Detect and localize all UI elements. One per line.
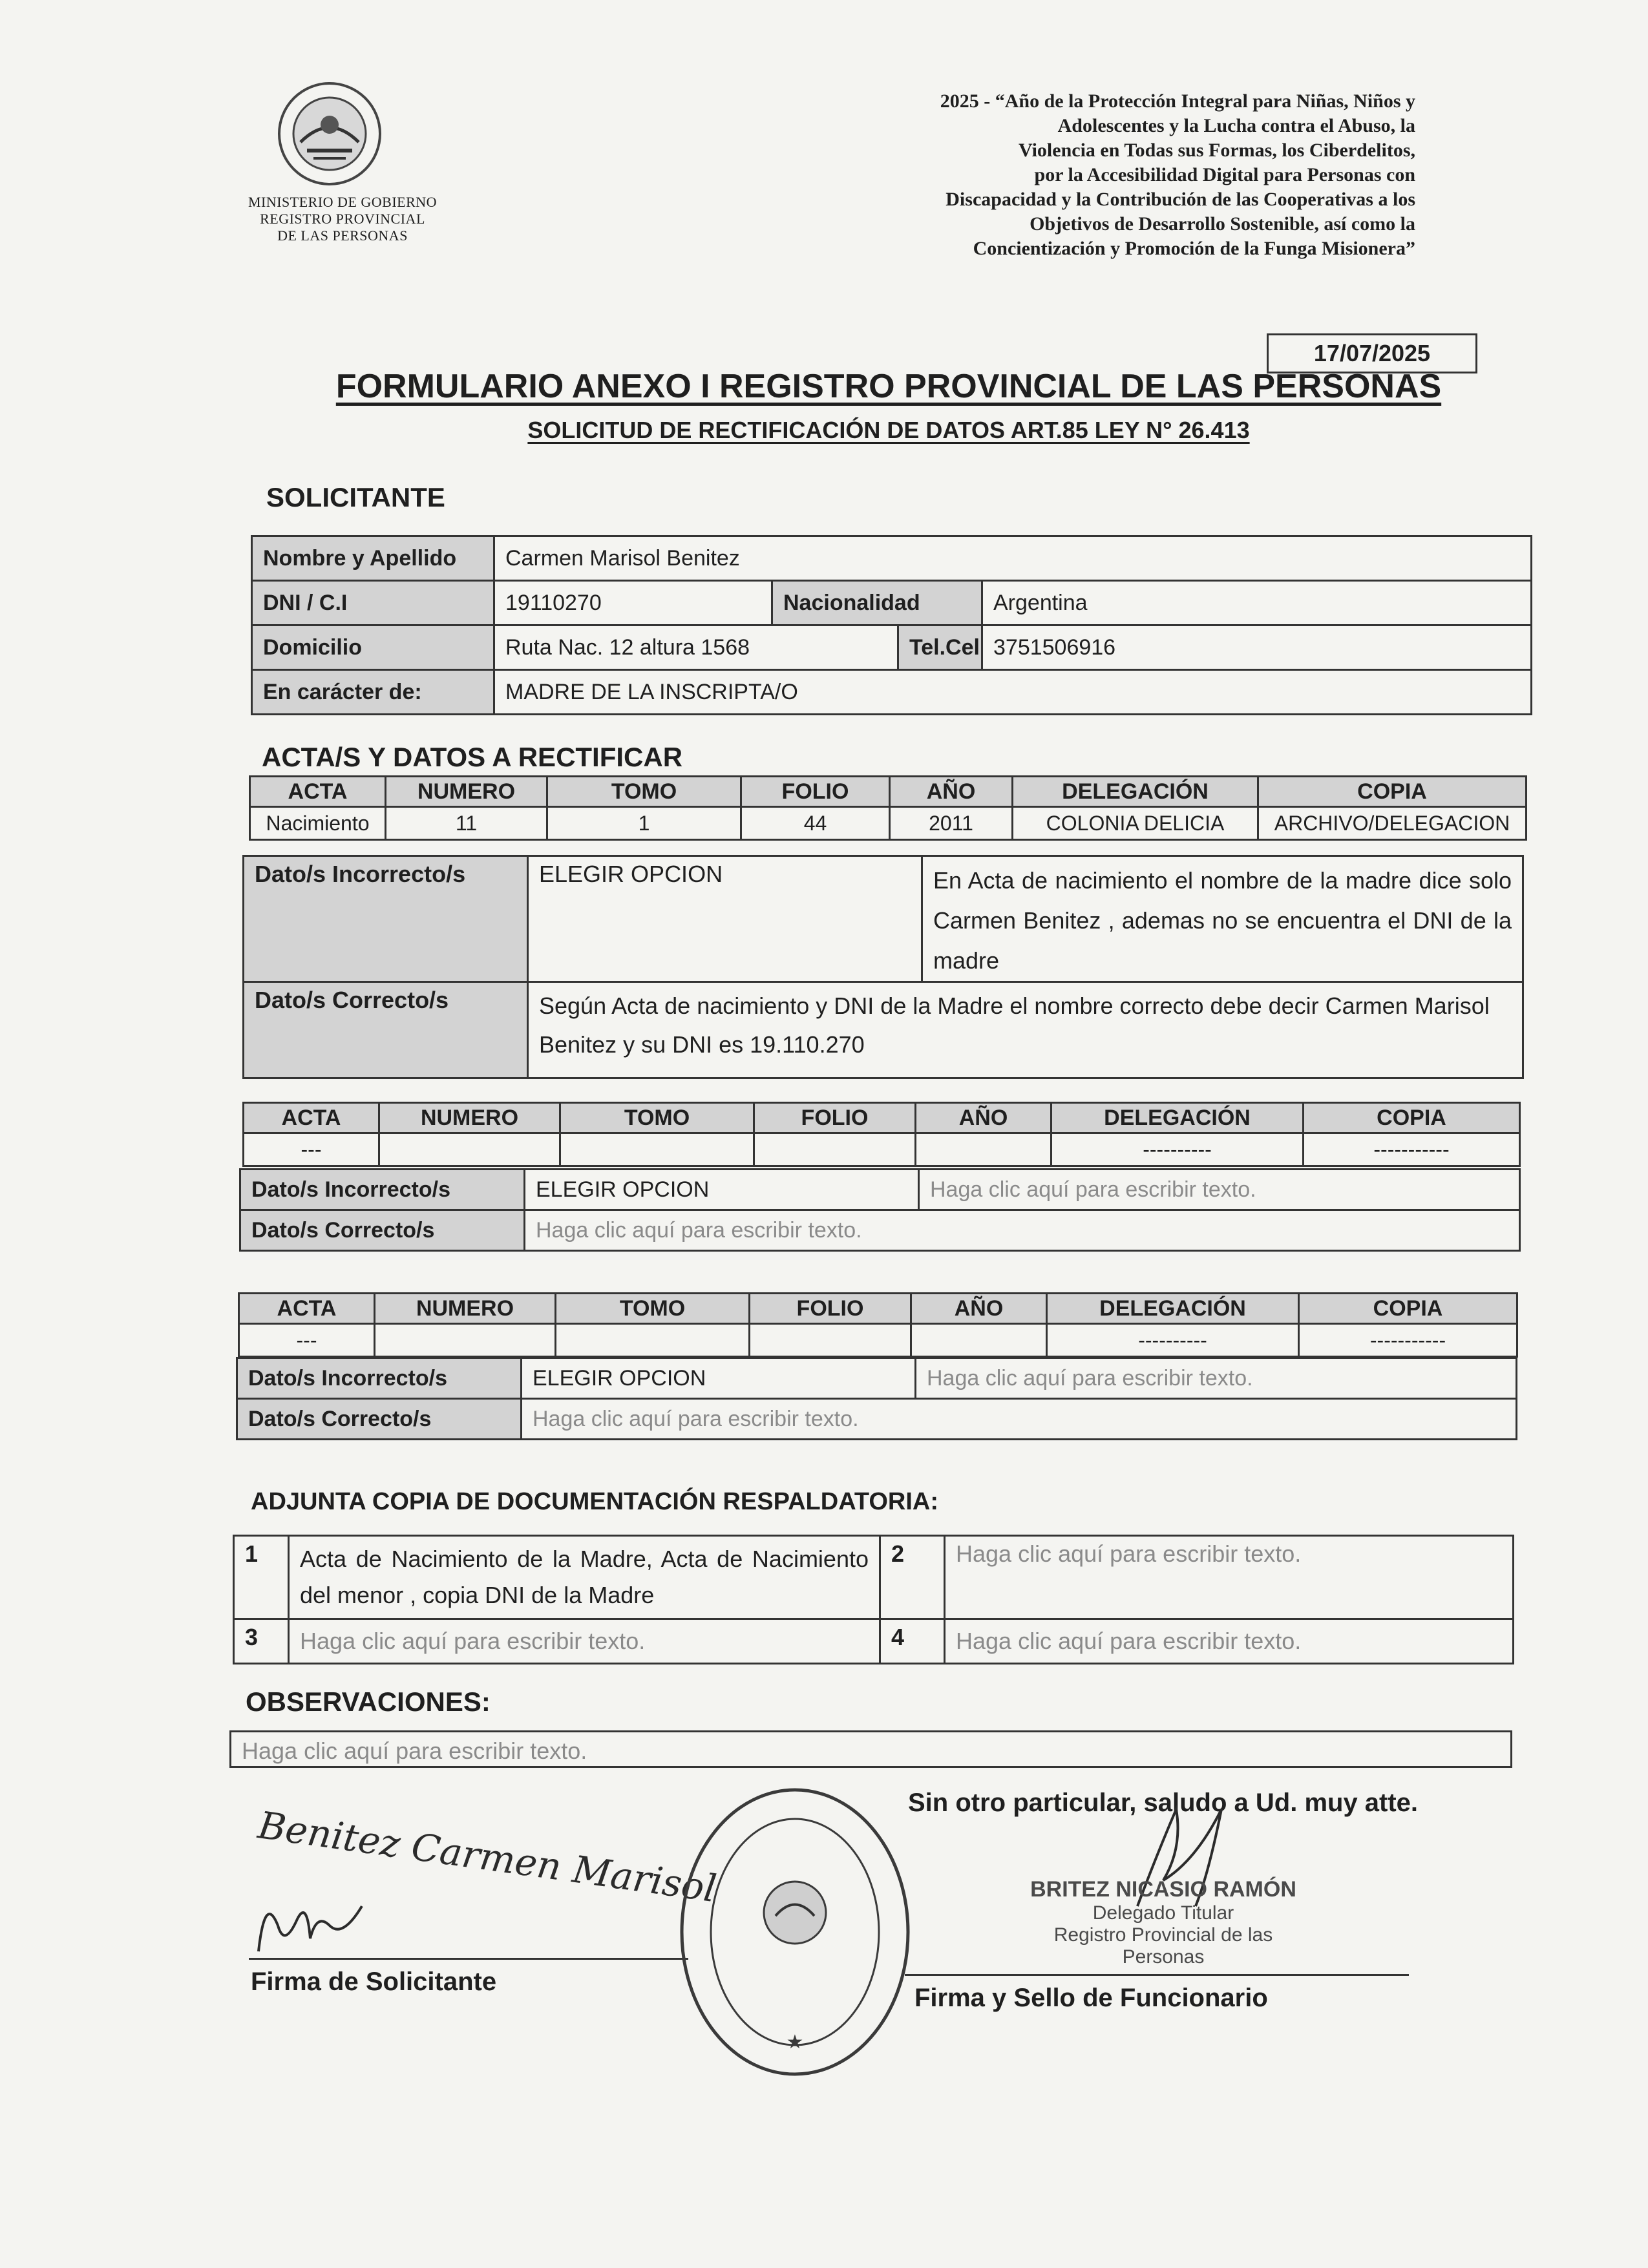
section-title-solicitante: SOLICITANTE bbox=[266, 482, 445, 512]
motto-line: 2025 - “Año de la Protección Integral para Niñas, Niños y bbox=[940, 90, 1415, 112]
dni-field[interactable]: 19110270 bbox=[494, 581, 772, 625]
header-delegacion: DELEGACIÓN bbox=[1051, 1103, 1304, 1133]
domicilio-label: Domicilio bbox=[252, 625, 494, 670]
datos-table-2 bbox=[239, 1168, 1521, 1252]
year-motto bbox=[743, 89, 1415, 261]
dato-correcto-label: Dato/s Correcto/s bbox=[244, 982, 528, 1078]
delegacion-field[interactable]: ---------- bbox=[1051, 1133, 1304, 1166]
correcto-text-field[interactable]: Haga clic aquí para escribir texto. bbox=[522, 1399, 1517, 1440]
official-registry: Registro Provincial de las bbox=[1053, 1924, 1273, 1946]
acta-table-3 bbox=[238, 1292, 1518, 1358]
numero-field[interactable]: 11 bbox=[386, 807, 547, 840]
delegacion-field[interactable]: ---------- bbox=[1047, 1324, 1299, 1357]
caracter-field[interactable]: MADRE DE LA INSCRIPTA/O bbox=[494, 670, 1532, 715]
copia-field[interactable]: ----------- bbox=[1304, 1133, 1520, 1166]
delegation-stamp bbox=[672, 1783, 918, 2081]
official-name: BRITEZ NICASIO RAMÓN bbox=[1030, 1877, 1296, 1902]
header-copia: COPIA bbox=[1304, 1103, 1520, 1133]
correcto-text-field[interactable]: Haga clic aquí para escribir texto. bbox=[525, 1210, 1520, 1251]
header-tomo: TOMO bbox=[556, 1294, 750, 1324]
header-copia: COPIA bbox=[1258, 777, 1527, 807]
observaciones-field[interactable]: Haga clic aquí para escribir texto. bbox=[229, 1730, 1512, 1768]
dato-incorrecto-label: Dato/s Incorrecto/s bbox=[240, 1170, 525, 1210]
motto-line: Objetivos de Desarrollo Sostenible, así como la bbox=[1030, 213, 1415, 235]
header-folio: FOLIO bbox=[754, 1103, 916, 1133]
domicilio-field[interactable]: Ruta Nac. 12 altura 1568 bbox=[494, 625, 898, 670]
ministry-heading bbox=[220, 194, 465, 244]
adjunta-item-number: 3 bbox=[234, 1619, 289, 1664]
closing-text: Sin otro particular, saludo a Ud. muy atte. bbox=[908, 1789, 1419, 1817]
folio-field[interactable] bbox=[750, 1324, 911, 1357]
acta-type-field[interactable]: Nacimiento bbox=[250, 807, 386, 840]
section-title-adjunta: ADJUNTA COPIA DE DOCUMENTACIÓN RESPALDATORIA: bbox=[251, 1488, 938, 1515]
header-numero: NUMERO bbox=[375, 1294, 556, 1324]
province-seal-logo bbox=[275, 74, 385, 194]
numero-field[interactable] bbox=[375, 1324, 556, 1357]
header-anio: AÑO bbox=[911, 1294, 1047, 1324]
form-title: FORMULARIO ANEXO I REGISTRO PROVINCIAL DE LAS PERSONAS bbox=[335, 368, 1442, 405]
header-folio: FOLIO bbox=[750, 1294, 911, 1324]
header-acta: ACTA bbox=[239, 1294, 375, 1324]
header-anio: AÑO bbox=[916, 1103, 1051, 1133]
adjunta-item-field[interactable]: Haga clic aquí para escribir texto. bbox=[945, 1619, 1514, 1664]
incorrecto-text-field[interactable]: Haga clic aquí para escribir texto. bbox=[919, 1170, 1520, 1210]
applicant-initials-signature bbox=[246, 1887, 375, 1964]
acta-table-2 bbox=[242, 1102, 1521, 1167]
tel-field[interactable]: 3751506916 bbox=[982, 625, 1532, 670]
header-numero: NUMERO bbox=[386, 777, 547, 807]
acta-type-field[interactable]: --- bbox=[244, 1133, 379, 1166]
header-anio: AÑO bbox=[890, 777, 1013, 807]
header-copia: COPIA bbox=[1299, 1294, 1517, 1324]
incorrecto-option-select[interactable]: ELEGIR OPCION bbox=[525, 1170, 919, 1210]
adjunta-item-number: 2 bbox=[880, 1536, 945, 1619]
ministry-line: REGISTRO PROVINCIAL bbox=[260, 211, 425, 227]
nacionalidad-label: Nacionalidad bbox=[772, 581, 982, 625]
incorrecto-text-field[interactable]: En Acta de nacimiento el nombre de la madre dice solo Carmen Benitez , ademas no se encuentra el DNI de la madre bbox=[922, 856, 1523, 982]
delegacion-field[interactable]: COLONIA DELICIA bbox=[1013, 807, 1258, 840]
dato-incorrecto-label: Dato/s Incorrecto/s bbox=[244, 856, 528, 982]
applicant-signature: Benitez Carmen Marisol bbox=[255, 1803, 719, 1911]
official-registry: Personas bbox=[1122, 1946, 1205, 1968]
ministry-line: MINISTERIO DE GOBIERNO bbox=[248, 194, 438, 210]
adjunta-item-number: 4 bbox=[880, 1619, 945, 1664]
adjunta-item-field[interactable]: Acta de Nacimiento de la Madre, Acta de Nacimiento del menor , copia DNI de la Madre bbox=[289, 1536, 880, 1619]
motto-line: Concientización y Promoción de la Funga Misionera” bbox=[973, 238, 1415, 259]
section-title-observaciones: OBSERVACIONES: bbox=[246, 1686, 491, 1717]
dato-correcto-label: Dato/s Correcto/s bbox=[237, 1399, 522, 1440]
motto-line: por la Accesibilidad Digital para Personas con bbox=[1034, 164, 1415, 185]
tel-label: Tel.Cel bbox=[898, 625, 982, 670]
motto-line: Adolescentes y la Lucha contra el Abuso, la bbox=[1057, 115, 1415, 136]
ministry-line: DE LAS PERSONAS bbox=[277, 227, 408, 244]
anio-field[interactable]: 2011 bbox=[890, 807, 1013, 840]
motto-line: Violencia en Todas sus Formas, los Ciberdelitos, bbox=[1019, 140, 1415, 161]
copia-field[interactable]: ----------- bbox=[1299, 1324, 1517, 1357]
dato-incorrecto-label: Dato/s Incorrecto/s bbox=[237, 1358, 522, 1399]
section-title-actas: ACTA/S Y DATOS A RECTIFICAR bbox=[262, 742, 683, 772]
header-delegacion: DELEGACIÓN bbox=[1047, 1294, 1299, 1324]
date-field[interactable]: 17/07/2025 bbox=[1267, 333, 1477, 373]
solicitante-table bbox=[251, 535, 1532, 715]
acta-table-1 bbox=[249, 775, 1527, 841]
acta-type-field[interactable]: --- bbox=[239, 1324, 375, 1357]
datos-table-3 bbox=[236, 1357, 1517, 1440]
header-folio: FOLIO bbox=[741, 777, 890, 807]
numero-field[interactable] bbox=[379, 1133, 560, 1166]
header-acta: ACTA bbox=[244, 1103, 379, 1133]
copia-field[interactable]: ARCHIVO/DELEGACION bbox=[1258, 807, 1527, 840]
incorrecto-text-field[interactable]: Haga clic aquí para escribir texto. bbox=[916, 1358, 1517, 1399]
official-stamp-block bbox=[1002, 1877, 1325, 1968]
firma-funcionario-label: Firma y Sello de Funcionario bbox=[914, 1984, 1268, 2012]
adjunta-item-field[interactable]: Haga clic aquí para escribir texto. bbox=[289, 1619, 880, 1664]
folio-field[interactable]: 44 bbox=[741, 807, 890, 840]
adjunta-table bbox=[233, 1535, 1514, 1664]
datos-table-1 bbox=[242, 855, 1524, 1079]
anio-field[interactable] bbox=[911, 1324, 1047, 1357]
signature-line bbox=[249, 1958, 688, 1960]
official-role: Delegado Titular bbox=[1092, 1902, 1234, 1924]
motto-line: Discapacidad y la Contribución de las Cooperativas a los bbox=[945, 189, 1415, 210]
nombre-label: Nombre y Apellido bbox=[252, 536, 494, 581]
tomo-field[interactable]: 1 bbox=[547, 807, 741, 840]
incorrecto-option-select[interactable]: ELEGIR OPCION bbox=[528, 856, 922, 982]
header-tomo: TOMO bbox=[560, 1103, 754, 1133]
signature-line bbox=[905, 1974, 1409, 1976]
folio-field[interactable] bbox=[754, 1133, 916, 1166]
adjunta-item-number: 1 bbox=[234, 1536, 289, 1619]
header-numero: NUMERO bbox=[379, 1103, 560, 1133]
incorrecto-option-select[interactable]: ELEGIR OPCION bbox=[522, 1358, 916, 1399]
anio-field[interactable] bbox=[916, 1133, 1051, 1166]
nombre-field[interactable]: Carmen Marisol Benitez bbox=[494, 536, 1532, 581]
tomo-field[interactable] bbox=[556, 1324, 750, 1357]
svg-text:★: ★ bbox=[786, 2031, 804, 2053]
dni-label: DNI / C.I bbox=[252, 581, 494, 625]
adjunta-item-field[interactable]: Haga clic aquí para escribir texto. bbox=[945, 1536, 1514, 1619]
header-acta: ACTA bbox=[250, 777, 386, 807]
nacionalidad-field[interactable]: Argentina bbox=[982, 581, 1532, 625]
correcto-text-field[interactable]: Según Acta de nacimiento y DNI de la Madre el nombre correcto debe decir Carmen Marisol Benitez y su DNI es 19.110.270 bbox=[528, 982, 1523, 1078]
tomo-field[interactable] bbox=[560, 1133, 754, 1166]
dato-correcto-label: Dato/s Correcto/s bbox=[240, 1210, 525, 1251]
header-delegacion: DELEGACIÓN bbox=[1013, 777, 1258, 807]
form-subtitle: SOLICITUD DE RECTIFICACIÓN DE DATOS ART.85 LEY N° 26.413 bbox=[527, 417, 1250, 443]
header-tomo: TOMO bbox=[547, 777, 741, 807]
firma-solicitante-label: Firma de Solicitante bbox=[251, 1968, 497, 1996]
caracter-label: En carácter de: bbox=[252, 670, 494, 715]
